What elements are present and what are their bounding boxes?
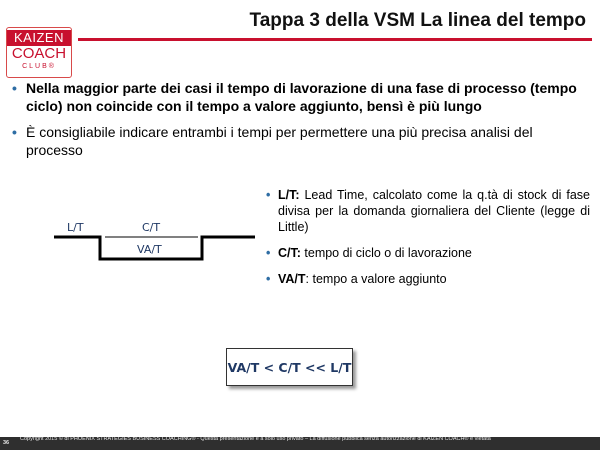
definition-item: [266, 271, 590, 287]
bullet-text: Nella maggior parte dei casi il tempo di lavorazione di una fase di processo (tempo ciclo) non coincide con il tempo a valore aggiunto, bensì è più lungo: [26, 80, 577, 114]
definition-item: [266, 187, 590, 235]
main-bullet-list: [12, 79, 592, 167]
definition-text: : tempo a valore aggiunto: [305, 272, 447, 286]
slide-title: Tappa 3 della VSM La linea del tempo: [249, 10, 586, 31]
definition-list: [266, 187, 590, 297]
definition-term: VA/T: [278, 272, 306, 286]
lt-label: L/T: [67, 221, 84, 234]
definition-text: tempo di ciclo o di lavorazione: [300, 246, 472, 260]
title-divider: [78, 38, 592, 41]
copyright-text: Copyright 2015 © di PHOENIX STRATEGIES BUSINESS COACHING® - Questa presentazione è a solo uso privato – La diffusione pubblica senza autorizzazione di KAIZEN COACH® è vietata: [20, 437, 491, 442]
definition-term: C/T:: [278, 246, 301, 260]
definition-term: L/T:: [278, 188, 300, 202]
kaizen-coach-logo: [6, 27, 72, 78]
formula-box: VA/T < C/T << L/T: [226, 348, 353, 386]
vat-label: VA/T: [137, 243, 162, 256]
logo-line-coach: COACH: [11, 45, 67, 62]
logo-line-kaizen: KAIZEN: [7, 30, 71, 46]
bullet-icon: •: [266, 272, 271, 286]
bullet-icon: •: [12, 80, 17, 96]
bullet-icon: •: [12, 124, 17, 140]
logo-line-club: CLUB®: [22, 63, 56, 70]
definition-text: Lead Time, calcolato come la q.tà di stock di fase divisa per la domanda giornaliera del Cliente (legge di Little): [278, 188, 590, 234]
bullet-item: [12, 123, 592, 159]
ct-label: C/T: [142, 221, 161, 234]
page-number: 36: [3, 440, 10, 446]
bullet-text: È consigliabile indicare entrambi i tempi per permettere una più precisa analisi del processo: [26, 124, 533, 158]
definition-item: [266, 245, 590, 261]
timeline-diagram: [50, 215, 260, 265]
footer-bar: [0, 437, 600, 450]
bullet-icon: •: [266, 188, 271, 202]
bullet-icon: •: [266, 246, 271, 260]
bullet-item: [12, 79, 592, 115]
